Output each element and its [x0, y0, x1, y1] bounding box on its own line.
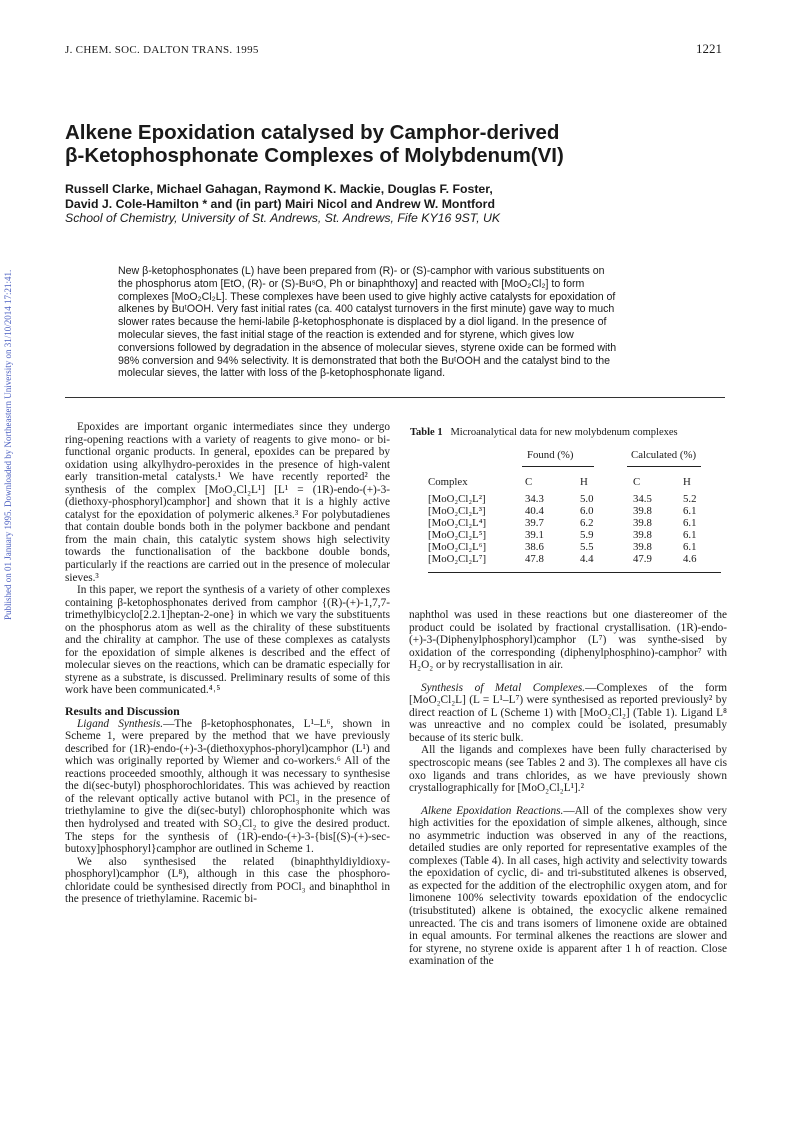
complex-cell: [MoO₂Cl₂L³]	[428, 505, 486, 517]
microanalytical-table	[428, 476, 720, 565]
calc-h-cell: 4.6	[683, 553, 697, 565]
article-title	[65, 121, 705, 167]
found-c-cell: 34.3	[525, 493, 544, 505]
found-h-cell: 4.4	[580, 553, 594, 565]
found-c-cell: 38.6	[525, 541, 544, 553]
found-c-cell: 47.8	[525, 553, 544, 565]
found-h-cell: 5.9	[580, 529, 594, 541]
calculated-header-rule	[627, 466, 701, 467]
complex-cell: [MoO₂Cl₂L⁵]	[428, 529, 487, 541]
col-calc-c-header: C	[633, 476, 641, 488]
metal-complexes-paragraph	[409, 682, 727, 745]
complex-cell: [MoO₂Cl₂L²]	[428, 493, 486, 505]
ligand-synthesis-text: —The β-ketophosphonates, L¹–L⁶, shown in Scheme 1, were prepared by the method that we have previously described for (1R)-endo-(+)-3-(diethoxyphos-phoryl)camphor (L¹) and which was originally reported by Wiemer and co-workers.⁶ All of the reactions proceeded smoothly, although it was necessary to synthesise the di(sec-butyl) phosphorochloridates. This was achieved by reaction of the relevant optically active butanol with PCl₃ in the presence of triethylamine to give the di(sec-butyl) chlorophosphonite which was then hydrolysed and treated with SO₂Cl₂ to give the desired product. The steps for the synthesis of (1R)-endo-(+)-3-{bis[(S)-(+)-sec-butoxy]phosphoryl}camphor are outlined in Scheme 1.	[65, 717, 390, 856]
journal-header: J. CHEM. SOC. DALTON TRANS. 1995	[65, 44, 259, 56]
found-c-cell: 39.7	[525, 517, 544, 529]
calc-c-cell: 39.8	[633, 541, 652, 553]
authors-line-2: David J. Cole-Hamilton * and (in part) Mairi Nicol and Andrew W. Montford	[65, 197, 495, 211]
metal-complexes-text: —Complexes of the form [MoO₂Cl₂L] (L = L¹–L⁷) were synthesised as reported previously² by direct reaction of L (Scheme 1) with [MoO₂Cl₂] (Table 1). Ligand L⁸ was unreactive and no complex could be isolated, presumably because of its steric bulk.	[409, 681, 727, 744]
complex-cell: [MoO₂Cl₂L⁴]	[428, 517, 487, 529]
abstract-line: the phosphorus atom [EtO, (R)- or (S)-BuˢO, Ph or binaphthoxy] and reacted with [MoO₂Cl₂] to form	[118, 277, 585, 290]
title-line-1: Alkene Epoxidation catalysed by Camphor-derived	[65, 121, 560, 144]
authors-line-1: Russell Clarke, Michael Gahagan, Raymond K. Mackie, Douglas F. Foster,	[65, 182, 493, 196]
intro-paragraph-2: In this paper, we report the synthesis of a variety of other complexes containing β-ketophosphonates derived from camphor {(R)-(+)-1,7,7-trimethylbicyclo[2.2.1]heptan-2-one} in which we vary the substituents on the phosphorus atom as well as the chirality of these substituents and the chirality at camphor. The use of these complexes as catalysts for the epoxidation of simple alkenes is described and the effect of molecular sieves on the reactions, which can be dramatic especially for styrene as a substrate, is discussed. Preliminary results of some of this work have been communicated.⁴˒⁵	[65, 584, 390, 697]
alkene-epoxidation-text: —All of the complexes show very high activities for the epoxidation of simple alkenes, although, since no asymmetric induction was observed in any of the reactions, detailed studies are only reported for representative examples of the complexes (Table 4). In all cases, high activity and selectivity towards the epoxidation of cyclic, di- and tri-substituted alkenes is observed, as expected for the addition of the electrophilic oxygen atom, and for limonene 100% selectivity towards epoxidation of the endocyclic (trisubstituted) alkene is obtained, the exocyclic alkene remained unreacted. The cis and trans isomers of limonene oxide are obtained in equal amounts. For terminal alkenes the reactions are slower and for styrene, no styrene oxide is apparent after 1 h of reaction. Close examination of the	[409, 804, 727, 968]
calc-c-cell: 39.8	[633, 517, 652, 529]
calc-h-cell: 6.1	[683, 517, 697, 529]
found-h-cell: 6.2	[580, 517, 594, 529]
metal-complexes-lead: Synthesis of Metal Complexes.	[421, 681, 586, 694]
found-h-cell: 6.0	[580, 505, 594, 517]
abstract-line: conversions followed by degradation in the absence of molecular sieves, styrene oxide can be formed with	[118, 341, 617, 354]
ligand-synthesis-lead: Ligand Synthesis.	[77, 717, 164, 730]
calculated-group-header: Calculated (%)	[631, 449, 697, 461]
calc-c-cell: 39.8	[633, 505, 652, 517]
col-found-c-header: C	[525, 476, 533, 488]
affiliation: School of Chemistry, University of St. Andrews, St. Andrews, Fife KY16 9ST, UK	[65, 211, 501, 225]
abstract-line: molecular sieves, the fast initial stage of the reaction is extended and for styrene, which gives low	[118, 328, 574, 341]
found-h-cell: 5.5	[580, 541, 594, 553]
table-row	[428, 553, 720, 565]
calc-c-cell: 34.5	[633, 493, 652, 505]
characterisation-paragraph: All the ligands and complexes have been fully characterised by spectroscopic means (see Tables 2 and 3). The complexes all have cis oxo ligands and trans chlorides, as we have previously shown crystallographically for [MoO₂Cl₂L¹].²	[409, 744, 727, 795]
table-bottom-rule	[428, 572, 721, 573]
found-h-cell: 5.0	[580, 493, 594, 505]
binaphthyl-paragraph: We also synthesised the related (binaphthyldiyldioxy-phosphoryl)camphor (L⁸), although in this case the phosphoro-chloridate could be synthesised directly from POCl₃ and binaphthol in the presence of triethylamine. Racemic bi-	[65, 855, 390, 906]
section-heading: Results and Discussion	[65, 704, 180, 719]
title-line-2: β-Ketophosphonate Complexes of Molybdenum(VI)	[65, 144, 564, 167]
left-column	[65, 421, 390, 906]
col-found-h-header: H	[580, 476, 588, 488]
abstract-line: slower rates because the hemi-labile β-ketophosphonate is displaced by a diol ligand. In the presence of	[118, 316, 607, 329]
found-c-cell: 40.4	[525, 505, 544, 517]
abstract-line: New β-ketophosphonates (L) have been prepared from (R)- or (S)-camphor with various substituents on	[118, 265, 605, 277]
abstract-line: complexes [MoO₂Cl₂L]. These complexes have been used to give highly active catalysts for epoxidation of	[118, 290, 616, 303]
table-header-row	[428, 476, 720, 488]
table-row	[428, 529, 720, 541]
calc-h-cell: 5.2	[683, 493, 697, 505]
intro-paragraph-1: Epoxides are important organic intermediates since they undergo ring-opening reactions with a variety of reagents to give mono- or bi-functional organic products. In general, epoxides can be prepared by oxidation using alkylhydro-peroxides in the presence of high-valent early transition-metal catalysts.¹ We have recently reported² the synthesis of the complex [MoO₂Cl₂L¹] [L¹ = (1R)-endo-(+)-3-(diethoxy-phosphoryl)camphor] and shown that it is a highly active catalyst for the epoxidation of polymeric alkenes.³ For polybutadienes that contain double bonds both in the polymer backbone and pendant from the main chain, this catalytic system shows high selectivity towards the functionalisation of the backbone double bonds, particularly if the reactions are carried out in the presence of molecular sieves.³	[65, 421, 390, 584]
table-row	[428, 493, 720, 505]
found-group-header: Found (%)	[527, 449, 574, 461]
found-header-rule	[522, 466, 594, 467]
author-list	[65, 182, 725, 212]
col-complex-header: Complex	[428, 476, 468, 488]
table-row	[428, 541, 720, 553]
ligand-synthesis-paragraph	[65, 718, 390, 856]
table-1-caption	[410, 427, 730, 438]
watermark-text: Published on 01 January 1995. Downloaded by Northeastern University on 31/10/2014 17:21:41.	[3, 269, 13, 620]
right-column	[409, 609, 727, 968]
download-watermark	[3, 100, 17, 620]
col-calc-h-header: H	[683, 476, 691, 488]
calc-h-cell: 6.1	[683, 529, 697, 541]
found-c-cell: 39.1	[525, 529, 544, 541]
abstract	[118, 265, 684, 380]
alkene-epoxidation-lead: Alkene Epoxidation Reactions.	[421, 804, 564, 817]
calc-c-cell: 47.9	[633, 553, 652, 565]
abstract-line: 98% conversion and 94% selectivity. It is demonstrated that both the BuᵗOOH and the catalyst bind to the	[118, 354, 611, 367]
table-row	[428, 517, 720, 529]
page-number: 1221	[696, 41, 722, 56]
complex-cell: [MoO₂Cl₂L⁷]	[428, 553, 487, 565]
complex-cell: [MoO₂Cl₂L⁶]	[428, 541, 487, 553]
calc-h-cell: 6.1	[683, 541, 697, 553]
table-1-caption-text: Microanalytical data for new molybdenum complexes	[450, 427, 678, 438]
abstract-line: molecular sieves, the latter with loss of the β-ketophosphonate ligand.	[118, 367, 446, 380]
abstract-line: alkenes by BuᵗOOH. Very fast initial rates (ca. 400 catalyst turnovers in the first minute) gave way to much	[118, 303, 615, 316]
calc-h-cell: 6.1	[683, 505, 697, 517]
table-1-label: Table 1	[410, 427, 443, 438]
alkene-epoxidation-paragraph	[409, 805, 727, 968]
continuation-paragraph: naphthol was used in these reactions but one diastereomer of the product could be isolated by fractional crystallisation. (1R)-endo-(+)-3-(Diphenylphosphoryl)camphor (L⁷) was synthe-sised by oxidation of the corresponding (diphenylphosphino)-camphor⁷ with H₂O₂ or by recrystallisation in air.	[409, 609, 727, 672]
section-divider	[65, 397, 725, 398]
calc-c-cell: 39.8	[633, 529, 652, 541]
table-row	[428, 505, 720, 517]
